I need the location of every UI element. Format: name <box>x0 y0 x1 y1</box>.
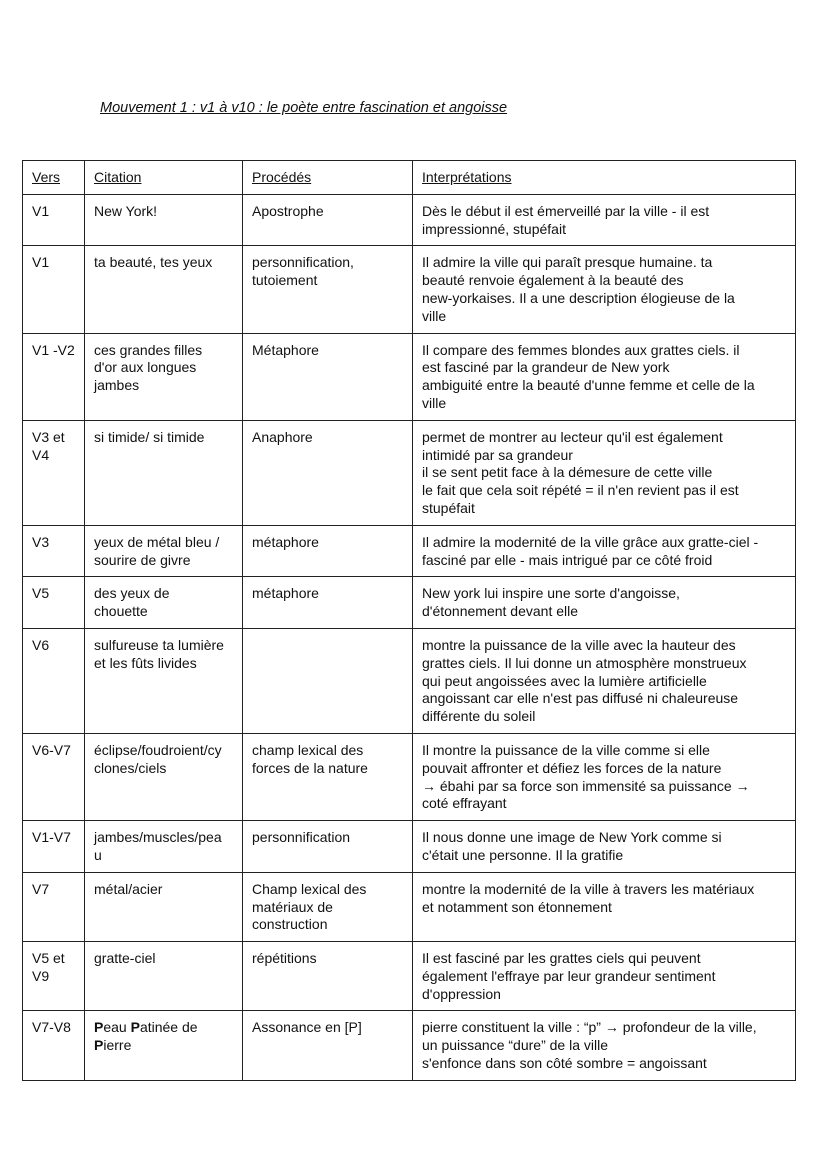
cell-line: également l'effraye par leur grandeur sentiment <box>422 967 716 984</box>
cell-citation <box>85 872 243 941</box>
cell-line: construction <box>252 916 328 933</box>
cell-line: V3 <box>32 533 50 550</box>
cell-vers <box>23 420 85 525</box>
cell-citation <box>85 420 243 525</box>
cell-interpretations <box>413 942 796 1011</box>
cell-line: Anaphore <box>252 428 313 445</box>
cell-line: d'étonnement devant elle <box>422 603 579 620</box>
cell-line: ambiguité entre la beauté d'unne femme et celle de la <box>422 377 755 394</box>
cell-line: V7-V8 <box>32 1019 71 1036</box>
cell-line: chouette <box>94 603 148 620</box>
table-row <box>23 733 796 820</box>
cell-line: s'enfonce dans son côté sombre = angoissant <box>422 1055 707 1072</box>
cell-line: Peau Patinée de <box>94 1019 198 1036</box>
cell-line: V5 et <box>32 950 65 967</box>
cell-line: V6-V7 <box>32 741 71 758</box>
cell-line: Dès le début il est émerveillé par la ville - il est <box>422 202 710 219</box>
cell-citation <box>85 821 243 873</box>
cell-procedes <box>243 628 413 733</box>
header-vers: Vers <box>23 161 85 195</box>
page-title: Mouvement 1 : v1 à v10 : le poète entre fascination et angoisse <box>100 100 508 116</box>
cell-interpretations <box>413 577 796 629</box>
table-row <box>23 821 796 873</box>
cell-line: beauté renvoie également à la beauté des <box>422 272 684 289</box>
table-row <box>23 872 796 941</box>
cell-line: V7 <box>32 880 50 897</box>
cell-line: V1 <box>32 254 50 271</box>
cell-interpretations <box>413 525 796 577</box>
cell-line: New York! <box>94 202 158 219</box>
table-header-row <box>23 161 796 195</box>
cell-line: tutoiement <box>252 272 318 289</box>
cell-citation <box>85 333 243 420</box>
cell-vers <box>23 733 85 820</box>
cell-line: Il montre la puissance de la ville comme si elle <box>422 741 710 758</box>
cell-citation <box>85 1011 243 1080</box>
cell-line: V1 <box>32 202 50 219</box>
cell-line: Il nous donne une image de New York comme si <box>422 829 722 846</box>
cell-line: jambes <box>94 377 140 394</box>
cell-procedes <box>243 1011 413 1080</box>
cell-line: yeux de métal bleu / <box>94 533 220 550</box>
cell-line: montre la modernité de la ville à travers les matériaux <box>422 880 755 897</box>
cell-line: et notamment son étonnement <box>422 898 612 915</box>
cell-line: un puissance “dure” de la ville <box>422 1037 608 1054</box>
cell-line: ville <box>422 307 447 324</box>
cell-vers <box>23 628 85 733</box>
cell-vers <box>23 821 85 873</box>
cell-vers <box>23 942 85 1011</box>
cell-line: des yeux de <box>94 585 170 602</box>
cell-procedes <box>243 525 413 577</box>
table-row <box>23 420 796 525</box>
cell-line: ces grandes filles <box>94 341 203 358</box>
cell-procedes <box>243 333 413 420</box>
cell-line: grattes ciels. Il lui donne un atmosphère monstrueux <box>422 654 747 671</box>
cell-vers <box>23 333 85 420</box>
cell-line: d'or aux longues <box>94 359 197 376</box>
cell-vers <box>23 194 85 246</box>
table-row <box>23 194 796 246</box>
cell-line: V3 et <box>32 428 65 445</box>
cell-line: Champ lexical des <box>252 880 367 897</box>
cell-procedes <box>243 733 413 820</box>
cell-line: Il admire la ville qui paraît presque humaine. ta <box>422 254 713 271</box>
cell-line: Assonance en [P] <box>252 1019 362 1036</box>
cell-line: ta beauté, tes yeux <box>94 254 213 271</box>
cell-procedes <box>243 577 413 629</box>
cell-line: fasciné par elle - mais intrigué par ce côté froid <box>422 551 713 568</box>
cell-line: V1-V7 <box>32 829 71 846</box>
cell-vers <box>23 577 85 629</box>
cell-line: différente du soleil <box>422 708 536 725</box>
cell-line: jambes/muscles/pea <box>94 829 222 846</box>
cell-line: si timide/ si timide <box>94 428 205 445</box>
header-citation: Citation <box>85 161 243 195</box>
cell-line: Il est fasciné par les grattes ciels qui peuvent <box>422 950 701 967</box>
cell-line: Métaphore <box>252 341 319 358</box>
cell-procedes <box>243 420 413 525</box>
cell-line: Apostrophe <box>252 202 324 219</box>
cell-procedes <box>243 821 413 873</box>
cell-procedes <box>243 194 413 246</box>
table-row <box>23 246 796 333</box>
cell-line: qui peut angoissées avec la lumière artificielle <box>422 672 707 689</box>
cell-interpretations <box>413 420 796 525</box>
table-row <box>23 525 796 577</box>
cell-line: matériaux de <box>252 898 333 915</box>
cell-line: u <box>94 846 102 863</box>
cell-line: Il admire la modernité de la ville grâce aux gratte-ciel - <box>422 533 759 550</box>
cell-procedes <box>243 246 413 333</box>
cell-line: permet de montrer au lecteur qu'il est également <box>422 428 723 445</box>
cell-interpretations <box>413 194 796 246</box>
cell-line: personnification, <box>252 254 354 271</box>
cell-line: pouvait affronter et défiez les forces de la nature <box>422 759 722 776</box>
cell-citation <box>85 942 243 1011</box>
cell-line: impressionné, stupéfait <box>422 220 566 237</box>
header-interpretations: Interprétations <box>413 161 796 195</box>
cell-line: répétitions <box>252 950 317 967</box>
cell-line: sourire de givre <box>94 551 191 568</box>
cell-line: V5 <box>32 585 50 602</box>
header-procedes: Procédés <box>243 161 413 195</box>
cell-interpretations <box>413 246 796 333</box>
cell-procedes <box>243 872 413 941</box>
cell-line: coté effrayant <box>422 795 507 812</box>
analysis-table <box>22 160 796 1081</box>
cell-line: intimidé par sa grandeur <box>422 446 573 463</box>
cell-line: champ lexical des <box>252 741 364 758</box>
cell-interpretations <box>413 333 796 420</box>
cell-line: pierre constituent la ville : “p” → profondeur de la ville, <box>422 1019 757 1036</box>
table-row <box>23 628 796 733</box>
cell-vers <box>23 246 85 333</box>
cell-line: et les fûts livides <box>94 654 197 671</box>
cell-interpretations <box>413 733 796 820</box>
cell-line: ville <box>422 394 447 411</box>
cell-interpretations <box>413 872 796 941</box>
cell-line: clones/ciels <box>94 759 167 776</box>
cell-line: il se sent petit face à la démesure de cette ville <box>422 464 713 481</box>
table-row <box>23 333 796 420</box>
cell-vers <box>23 1011 85 1080</box>
cell-interpretations <box>413 1011 796 1080</box>
cell-line: new-yorkaises. Il a une description élogieuse de la <box>422 289 735 306</box>
cell-line: d'oppression <box>422 985 501 1002</box>
cell-line: → ébahi par sa force son immensité sa puissance → <box>422 777 750 794</box>
cell-interpretations <box>413 628 796 733</box>
cell-citation <box>85 577 243 629</box>
cell-line: montre la puissance de la ville avec la hauteur des <box>422 636 736 653</box>
cell-line: V6 <box>32 636 50 653</box>
cell-line: Pierre <box>94 1037 132 1054</box>
cell-citation <box>85 628 243 733</box>
cell-citation <box>85 733 243 820</box>
cell-line: V4 <box>32 446 50 463</box>
cell-line: personnification <box>252 829 351 846</box>
table-row <box>23 577 796 629</box>
cell-vers <box>23 525 85 577</box>
cell-interpretations <box>413 821 796 873</box>
cell-line: c'était une personne. Il la gratifie <box>422 846 624 863</box>
cell-line: gratte-ciel <box>94 950 156 967</box>
cell-line: V9 <box>32 967 50 984</box>
cell-line: New york lui inspire une sorte d'angoisse, <box>422 585 680 602</box>
table-row <box>23 942 796 1011</box>
cell-line: est fasciné par la grandeur de New york <box>422 359 670 376</box>
cell-citation <box>85 246 243 333</box>
table-row <box>23 1011 796 1080</box>
cell-line: sulfureuse ta lumière <box>94 636 224 653</box>
cell-vers <box>23 872 85 941</box>
cell-citation <box>85 194 243 246</box>
cell-line: angoissant car elle n'est pas diffusé ni chaleureuse <box>422 690 739 707</box>
cell-line: métaphore <box>252 533 319 550</box>
cell-line: stupéfait <box>422 499 475 516</box>
cell-line: Il compare des femmes blondes aux grattes ciels. il <box>422 341 740 358</box>
cell-line: éclipse/foudroient/cy <box>94 741 222 758</box>
cell-citation <box>85 525 243 577</box>
cell-line: le fait que cela soit répété = il n'en revient pas il est <box>422 482 739 499</box>
cell-line: forces de la nature <box>252 759 368 776</box>
cell-line: métaphore <box>252 585 319 602</box>
cell-procedes <box>243 942 413 1011</box>
cell-line: V1 -V2 <box>32 341 75 358</box>
cell-line: métal/acier <box>94 880 163 897</box>
